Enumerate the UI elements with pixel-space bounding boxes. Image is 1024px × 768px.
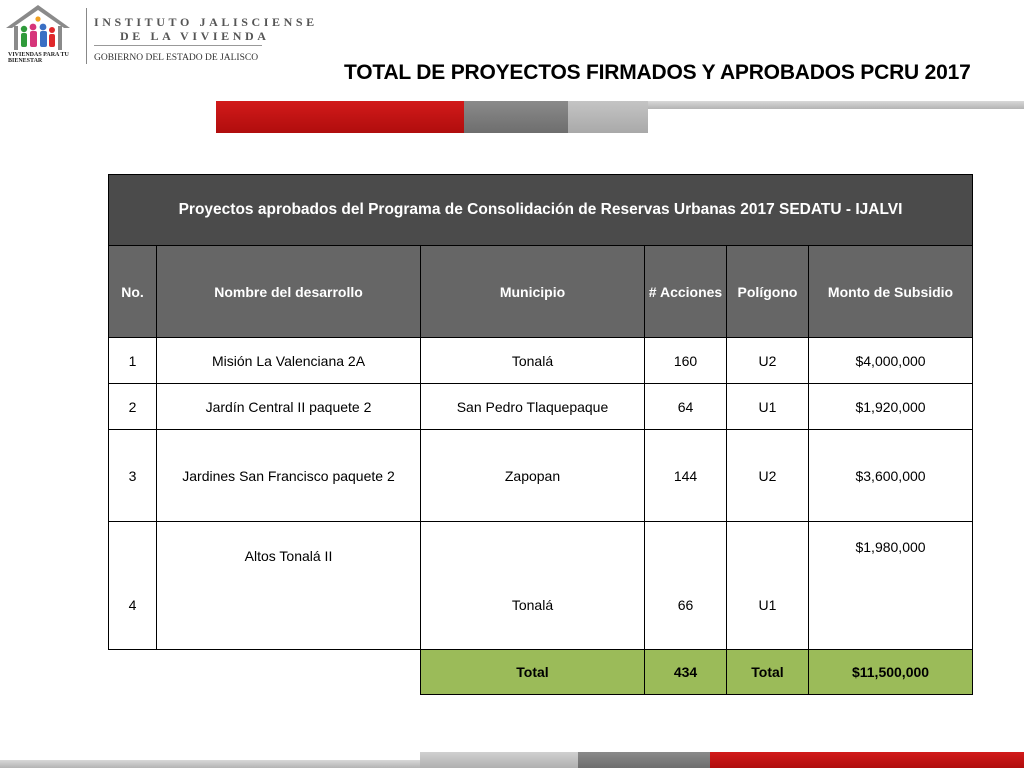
institute-name-line2: DE LA VIVIENDA — [120, 29, 270, 43]
cell-municipio: Tonalá — [421, 522, 645, 650]
column-header-municipio: Municipio — [421, 246, 645, 338]
cell-acciones: 160 — [645, 338, 727, 384]
total-acciones: 434 — [645, 650, 727, 695]
table-row — [109, 384, 973, 430]
government-name: GOBIERNO DEL ESTADO DE JALISCO — [94, 53, 259, 63]
institute-logo — [0, 0, 318, 70]
bottom-red-bar — [710, 752, 1024, 768]
bottom-light-gray-bar — [420, 752, 578, 768]
cell-acciones: 144 — [645, 430, 727, 522]
table-row — [109, 338, 973, 384]
cell-nombre: Altos Tonalá II — [157, 522, 421, 650]
logo-tagline: VIVIENDAS PARA TU BIENESTAR — [8, 52, 69, 64]
bottom-dark-gray-bar — [578, 752, 710, 768]
table-total-row — [109, 650, 973, 695]
cell-municipio: San Pedro Tlaquepaque — [421, 384, 645, 430]
top-light-gray-bar — [568, 101, 648, 133]
cell-poligono: U2 — [727, 430, 809, 522]
cell-municipio: Zapopan — [421, 430, 645, 522]
cell-acciones: 64 — [645, 384, 727, 430]
total-blank-cell — [109, 650, 157, 695]
cell-no: 1 — [109, 338, 157, 384]
projects-table — [108, 174, 973, 695]
logo-divider — [86, 8, 87, 64]
column-header-acciones: # Acciones — [645, 246, 727, 338]
top-dark-gray-bar — [464, 101, 568, 133]
cell-monto: $4,000,000 — [809, 338, 973, 384]
cell-poligono: U1 — [727, 384, 809, 430]
cell-no: 3 — [109, 430, 157, 522]
total-label-2: Total — [727, 650, 809, 695]
column-header-monto: Monto de Subsidio — [809, 246, 973, 338]
cell-monto: $1,920,000 — [809, 384, 973, 430]
table-header-row — [109, 246, 973, 338]
institute-rule — [94, 45, 262, 46]
column-header-poligono: Polígono — [727, 246, 809, 338]
total-label: Total — [421, 650, 645, 695]
cell-monto: $1,980,000 — [809, 522, 973, 650]
cell-no: 2 — [109, 384, 157, 430]
bottom-thin-gray-bar — [0, 760, 420, 768]
page-title: TOTAL DE PROYECTOS FIRMADOS Y APROBADOS PCRU 2017 — [344, 61, 971, 84]
total-blank-cell — [157, 650, 421, 695]
cell-no: 4 — [109, 522, 157, 650]
cell-nombre: Jardines San Francisco paquete 2 — [157, 430, 421, 522]
top-thin-gray-bar — [648, 101, 1024, 109]
table-caption: Proyectos aprobados del Programa de Consolidación de Reservas Urbanas 2017 SEDATU - IJALVI — [109, 175, 973, 246]
cell-acciones: 66 — [645, 522, 727, 650]
cell-poligono: U1 — [727, 522, 809, 650]
table-row — [109, 430, 973, 522]
top-red-bar — [216, 101, 464, 133]
table-caption-row — [109, 175, 973, 246]
cell-nombre: Misión La Valenciana 2A — [157, 338, 421, 384]
table-row — [109, 522, 973, 650]
column-header-no: No. — [109, 246, 157, 338]
column-header-nombre: Nombre del desarrollo — [157, 246, 421, 338]
cell-municipio: Tonalá — [421, 338, 645, 384]
total-monto: $11,500,000 — [809, 650, 973, 695]
cell-nombre: Jardín Central II paquete 2 — [157, 384, 421, 430]
institute-name-line1: INSTITUTO JALISCIENSE — [94, 15, 318, 29]
cell-monto: $3,600,000 — [809, 430, 973, 522]
cell-poligono: U2 — [727, 338, 809, 384]
